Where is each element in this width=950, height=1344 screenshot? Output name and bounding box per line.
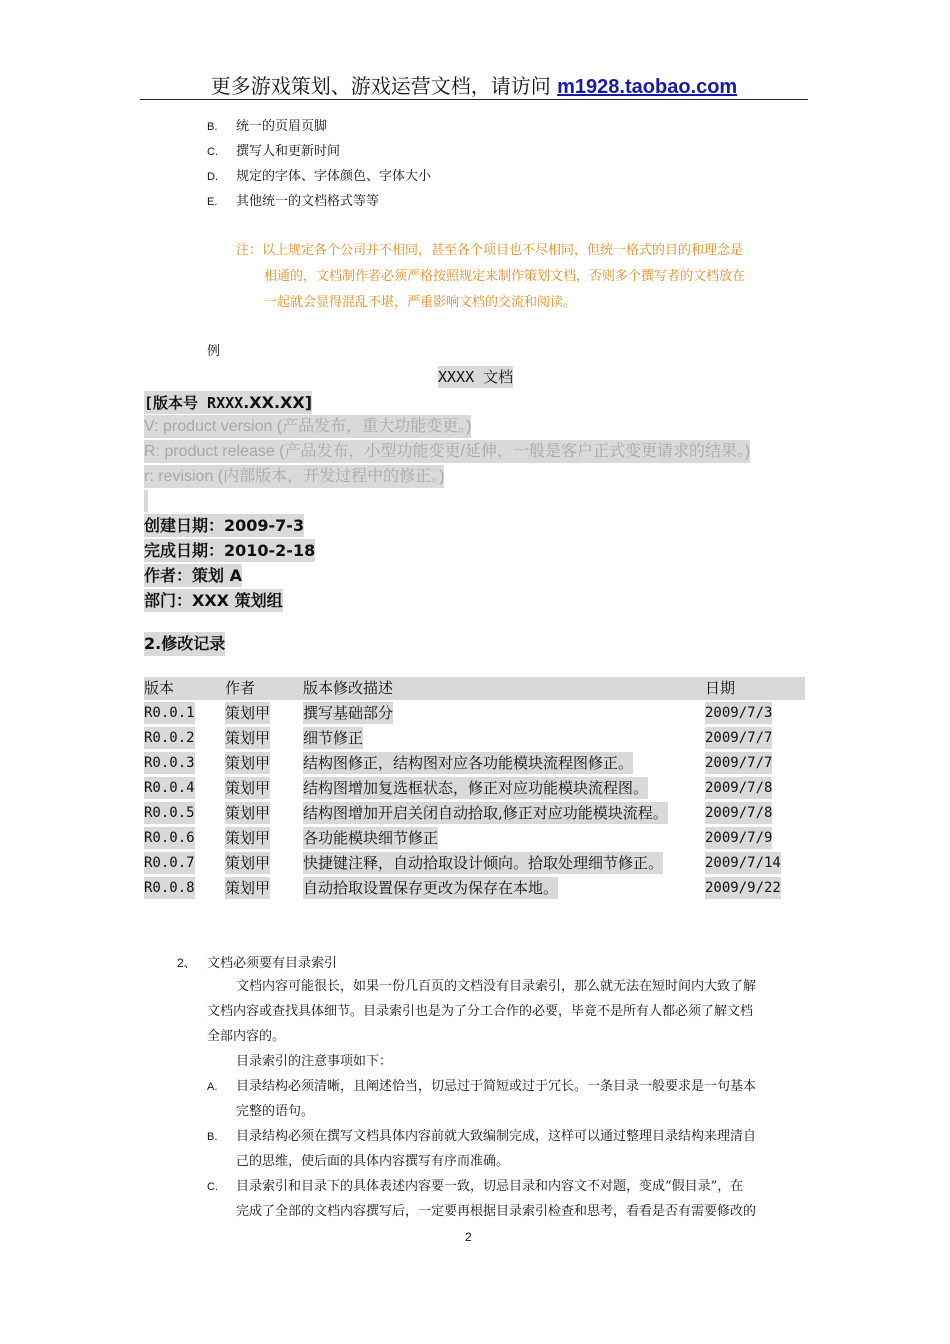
cell-date: 2009/7/9	[705, 827, 772, 849]
list-item: 撰写人和更新时间	[236, 144, 341, 159]
cell-version: R0.0.8	[144, 877, 195, 899]
version-prefix: [版本号 RXXX	[144, 394, 244, 412]
list-letter: B.	[207, 121, 218, 133]
dept-line: 部门：XXX 策划组	[144, 591, 283, 610]
cell-author: 策划甲	[225, 779, 271, 797]
cell-version: R0.0.5	[144, 802, 195, 824]
cell-version: R0.0.3	[144, 752, 195, 774]
header-divider	[140, 99, 808, 100]
list-letter: E.	[207, 196, 218, 208]
cell-date: 2009/7/3	[705, 702, 772, 724]
version-v-line: V: product version (产品发布，重大功能变更。)	[144, 415, 471, 438]
cell-description: 快捷键注释，自动拾取设计倾向。拾取处理细节修正。	[303, 854, 664, 872]
cell-version: R0.0.4	[144, 777, 195, 799]
author-line: 作者：策划 A	[144, 566, 242, 585]
cursor-bar	[144, 490, 148, 512]
header-title: 更多游戏策划、游戏运营文档，请访问	[210, 74, 551, 98]
section-heading: 2.修改记录	[144, 632, 225, 656]
cell-description: 撰写基础部分	[303, 704, 394, 722]
list-item-cont: 己的思维，使后面的具体内容撰写有序而准确。	[236, 1154, 510, 1169]
cell-description: 自动拾取设置保存更改为保存在本地。	[303, 879, 559, 897]
version-r-line: R: product release (产品发布，小型功能变更/延伸，一般是客户正式变更请求的结果。)	[144, 440, 750, 463]
table-header-version: 版本	[144, 679, 175, 697]
list-item: 其他统一的文档格式等等	[236, 194, 380, 209]
cell-author: 策划甲	[225, 879, 271, 897]
completed-date: 完成日期：2010-2-18	[144, 541, 316, 560]
paragraph-line: 文档内容或查找具体细节。目录索引也是为了分工合作的必要，毕竟不是所有人都必须了解文档	[207, 1004, 754, 1019]
note-line: 一起就会显得混乱不堪，严重影响文档的交流和阅读。	[264, 295, 577, 310]
list-item-cont: 完整的语句。	[236, 1104, 315, 1119]
paragraph-line: 文档内容可能很长，如果一份几百页的文档没有目录索引，那么就无法在短时间内大致了解	[236, 979, 757, 994]
example-label: 例	[207, 344, 221, 359]
cell-author: 策划甲	[225, 729, 271, 747]
section-title: 文档必须要有目录索引	[207, 956, 338, 971]
section-number: 2、	[177, 956, 196, 970]
cell-date: 2009/7/8	[705, 777, 772, 799]
cell-description: 结构图增加开启关闭自动拾取,修正对应功能模块流程。	[303, 804, 668, 822]
cell-date: 2009/7/14	[705, 852, 781, 874]
cell-version: R0.0.6	[144, 827, 195, 849]
page-number: 2	[465, 1230, 472, 1244]
list-letter: B.	[207, 1131, 218, 1143]
paragraph-line: 全部内容的。	[207, 1029, 286, 1044]
table-header-author: 作者	[225, 679, 256, 697]
list-item-cont: 完成了全部的文档内容撰写后，一定要再根据目录索引检查和思考，看看是否有需要修改的	[236, 1204, 757, 1219]
list-letter: A.	[207, 1081, 218, 1093]
cell-author: 策划甲	[225, 754, 271, 772]
doc-title: XXXX 文档	[438, 368, 514, 386]
version-line	[144, 391, 312, 414]
cell-description: 各功能模块细节修正	[303, 829, 439, 847]
cell-description: 细节修正	[303, 729, 364, 747]
header-link[interactable]: m1928.taobao.com	[557, 76, 738, 98]
cell-version: R0.0.7	[144, 852, 195, 874]
list-item: 统一的页眉页脚	[236, 119, 328, 134]
list-item: 规定的字体、字体颜色、字体大小	[236, 169, 432, 184]
list-letter: C.	[207, 146, 218, 158]
cell-version: R0.0.2	[144, 727, 195, 749]
cell-author: 策划甲	[225, 829, 271, 847]
list-item: 目录结构必须清晰，且阐述恰当，切忌过于简短或过于冗长。一条目录一般要求是一句基本	[236, 1079, 757, 1094]
list-item: 目录结构必须在撰写文档具体内容前就大致编制完成，这样可以通过整理目录结构来理清自	[236, 1129, 757, 1144]
cell-date: 2009/7/7	[705, 727, 772, 749]
cell-description: 结构图修正，结构图对应各功能模块流程图修正。	[303, 754, 634, 772]
cell-author: 策划甲	[225, 804, 271, 822]
cell-author: 策划甲	[225, 704, 271, 722]
note-line: 相通的，文档制作者必须严格按照规定来制作策划文档，否则多个撰写者的文档放在	[264, 269, 746, 284]
page-header	[140, 70, 808, 99]
table-header-description: 版本修改描述	[303, 679, 394, 697]
cell-date: 2009/7/8	[705, 802, 772, 824]
cell-date: 2009/9/22	[705, 877, 781, 899]
created-date: 创建日期：2009-7-3	[144, 516, 305, 535]
cell-version: R0.0.1	[144, 702, 195, 724]
cell-date: 2009/7/7	[705, 752, 772, 774]
version-rev-line: r: revision (内部版本，开发过程中的修正。)	[144, 465, 444, 488]
paragraph-line: 目录索引的注意事项如下：	[236, 1054, 393, 1069]
note-line: 注：以上规定各个公司并不相同，甚至各个项目也不尽相同，但统一格式的目的和理念是	[236, 243, 744, 258]
version-suffix: .XX.XX]	[243, 393, 312, 412]
list-letter: C.	[207, 1181, 218, 1193]
list-letter: D.	[207, 171, 218, 183]
cell-description: 结构图增加复选框状态，修正对应功能模块流程图。	[303, 779, 649, 797]
cell-author: 策划甲	[225, 854, 271, 872]
table-header-date: 日期	[705, 679, 736, 697]
list-item: 目录索引和目录下的具体表述内容要一致，切忌目录和内容文不对题，变成“假目录”，在	[236, 1179, 744, 1194]
